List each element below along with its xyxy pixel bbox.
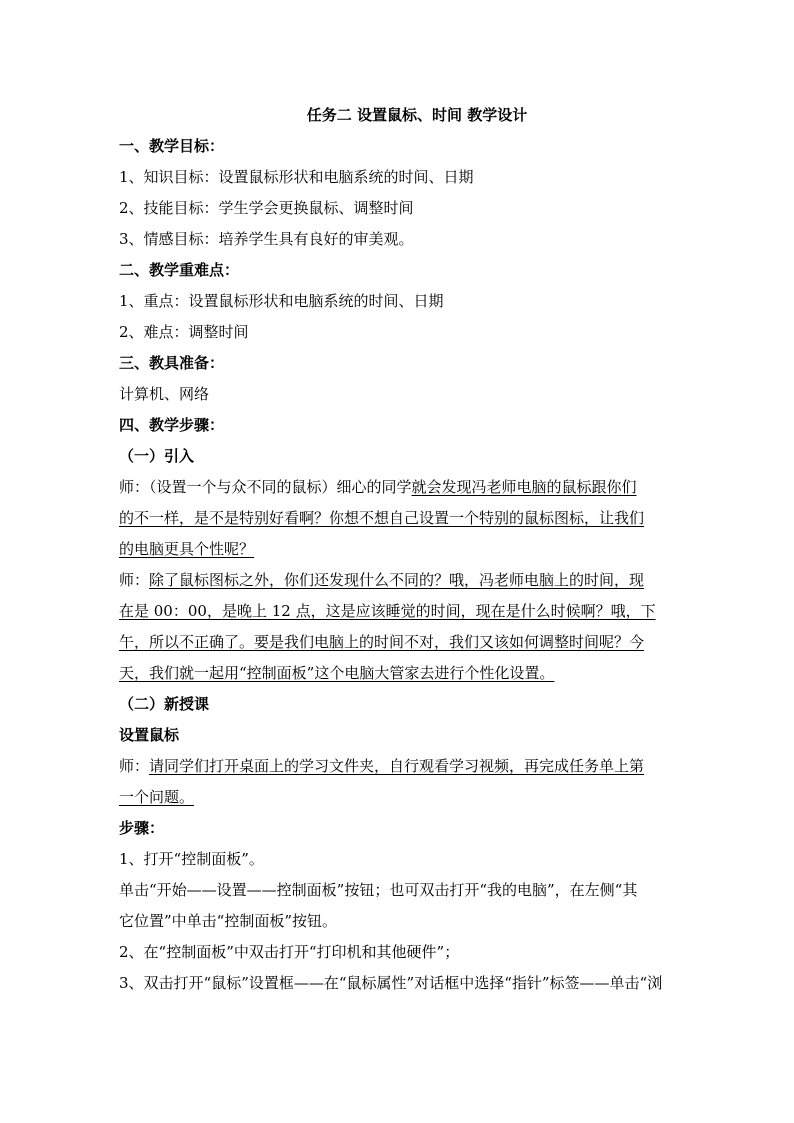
paragraph-time-line: 天，我们就一起用“控制面板”这个电脑大管家去进行个性化设置。 bbox=[119, 664, 555, 682]
document-title: 任务二 设置鼠标、时间 教学设计 bbox=[306, 106, 528, 124]
difficult-point: 2、难点：调整时间 bbox=[119, 323, 249, 341]
paragraph-time-line: 在是 00：00，是晚上 12 点，这是应该睡觉的时间，现在是什么时候啊？哦，下 bbox=[119, 602, 656, 620]
paragraph-task-underlined: 请同学们打开桌面上的学习文件夹，自行观看学习视频，再完成任务单上第 bbox=[149, 757, 645, 775]
goal-knowledge: 1、知识目标：设置鼠标形状和电脑系统的时间、日期 bbox=[119, 168, 474, 186]
paragraph-time-line: 午，所以不正确了。要是我们电脑上的时间不对，我们又该如何调整时间呢？今 bbox=[119, 633, 645, 651]
document-body bbox=[119, 100, 675, 999]
subsection-new-lesson: （二）新授课 bbox=[119, 695, 210, 713]
paragraph-intro-plain: 师：（设置一个与众不同的鼠标）细心的同学 bbox=[119, 478, 412, 496]
section-heading-tools: 三、教具准备： bbox=[119, 354, 225, 372]
section-heading-key-points: 二、教学重难点： bbox=[119, 261, 240, 279]
step-2: 2、在“控制面板”中双击打开“打印机和其他硬件”； bbox=[119, 943, 460, 961]
paragraph-task-plain: 师： bbox=[119, 757, 150, 775]
goal-skill: 2、技能目标：学生学会更换鼠标、调整时间 bbox=[119, 199, 414, 217]
paragraph-time-plain: 师： bbox=[119, 571, 150, 589]
step-3: 3、双击打开“鼠标”设置框——在“鼠标属性”对话框中选择“指针”标签——单击“浏 bbox=[119, 974, 663, 992]
step-1-detail: 它位置”中单击“控制面板”按钮。 bbox=[119, 912, 338, 930]
key-point: 1、重点：设置鼠标形状和电脑系统的时间、日期 bbox=[119, 292, 444, 310]
section-heading-steps: 四、教学步骤： bbox=[119, 416, 225, 434]
steps-heading: 步骤： bbox=[119, 819, 165, 837]
subsection-intro: （一）引入 bbox=[119, 447, 195, 465]
goal-emotion: 3、情感目标：培养学生具有良好的审美观。 bbox=[119, 230, 414, 248]
subheading-set-mouse: 设置鼠标 bbox=[119, 726, 180, 744]
step-1: 1、打开“控制面板”。 bbox=[119, 850, 264, 868]
paragraph-task-line: 一个问题。 bbox=[119, 788, 195, 806]
section-heading-goals: 一、教学目标： bbox=[119, 137, 225, 155]
paragraph-time-underlined: 除了鼠标图标之外，你们还发现什么不同的？哦，冯老师电脑上的时间，现 bbox=[149, 571, 645, 589]
paragraph-intro-line: 的不一样，是不是特别好看啊？你想不想自己设置一个特别的鼠标图标，让我们 bbox=[119, 509, 645, 527]
paragraph-intro-line bbox=[119, 472, 675, 503]
paragraph-time-line bbox=[119, 565, 675, 596]
paragraph-task-line bbox=[119, 751, 675, 782]
step-1-detail: 单击“开始——设置——控制面板”按钮；也可双击打开“我的电脑”，在左侧“其 bbox=[119, 881, 638, 899]
paragraph-intro-underlined: 就会发现冯老师电脑的鼠标跟你们 bbox=[411, 478, 637, 496]
paragraph-intro-line: 的电脑更具个性呢？ bbox=[119, 540, 255, 558]
tools-text: 计算机、网络 bbox=[119, 385, 210, 403]
